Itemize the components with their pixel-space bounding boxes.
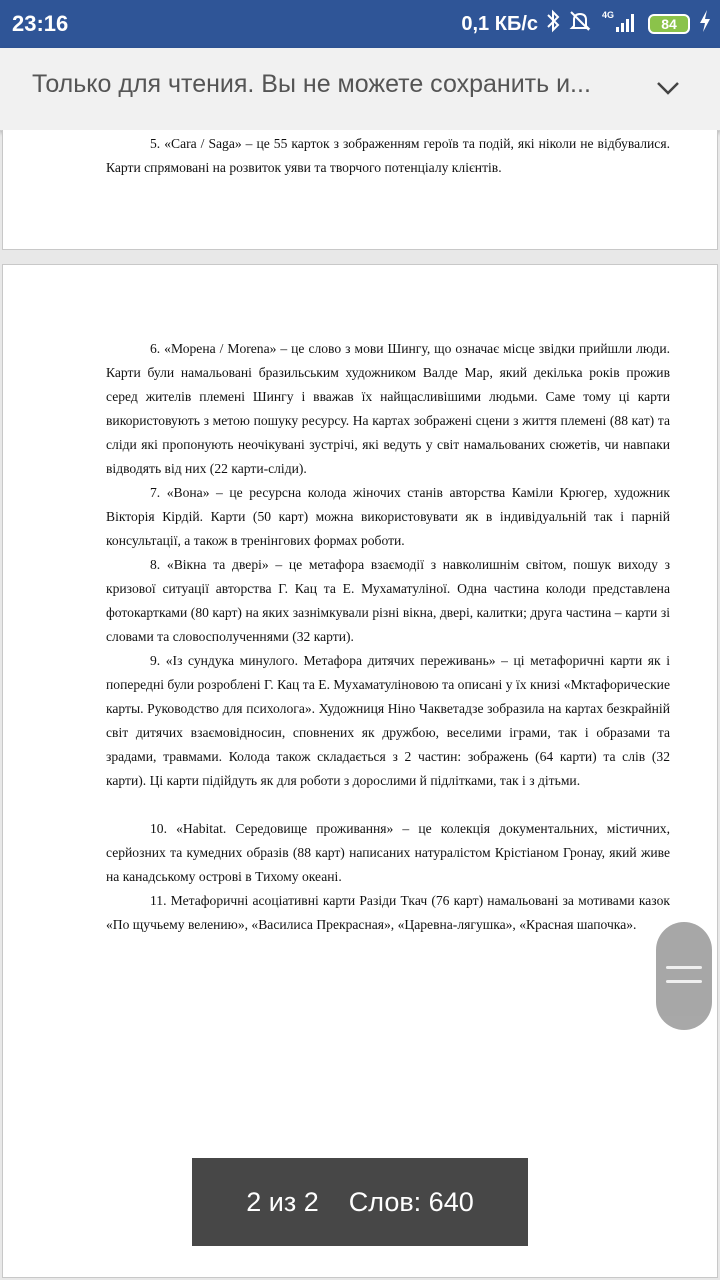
network-speed: 0,1 КБ/с	[461, 12, 538, 35]
network-type: 4G	[602, 10, 615, 20]
paragraph-10: 10. «Habitat. Середовище проживання» – це колекція документальних, містичних, серйозних та кумедних образів (88 карт) написаних натуралістом Крістіаном Гронау, який живе на канадському острові в Тихому океані.	[106, 821, 670, 884]
status-time: 23:16	[12, 11, 69, 36]
signal-icon	[600, 8, 640, 40]
battery-icon: 84	[648, 14, 690, 34]
grip-line	[666, 980, 702, 983]
bluetooth-icon	[546, 9, 560, 39]
status-icons	[461, 8, 712, 40]
charging-icon	[698, 9, 712, 39]
document-page-1	[2, 130, 718, 250]
paragraph-6: 6. «Морена / Morena» – це слово з мови Шингу, що означає місце звідки прийшли люди. Карти були намальовані бразильським художником Валде Мар, який декілька років прожив серед жителів племені Шингу і вважав їх найщасливішими людьми. Саме тому ці карти використовують з метою пошуку ресурсу. На картах зображені сцени з життя племені (88 кат) та сліди які пропонують неочікувані зустрічі, які ведуть у світ намальованих сюжетів, чи навпаки відводять від них (22 карти-сліди).	[106, 341, 670, 476]
scroll-handle[interactable]	[656, 922, 712, 1030]
paragraph-9: 9. «Із сундука минулого. Метафора дитячих переживань» – ці метафоричні карти як і попередні були розроблені Г. Кац та Е. Мухаматуліновою та описані у їх книзі «Мктафорические карты. Руководство для психолога». Художниця Ніно Чакветадзе зобразила на картах безкрайній світ дитячих взаємовідносин, сповнених як дружбою, веселими іграми, так і образами та зрадами, травмами. Колода також складається з 2 частин: зображень (64 карти) та слів (32 карти). Ці карти підійдуть як для роботи з дорослими й підлітками, так і з дітьми.	[106, 653, 670, 788]
read-only-banner[interactable]	[0, 48, 720, 131]
chevron-down-icon[interactable]	[656, 76, 680, 100]
document-page-2	[2, 264, 718, 1278]
paragraph-8: 8. «Вікна та двері» – це метафора взаємодії з навколишнім світом, пошук виходу з кризової ситуації авторства Г. Кац та Е. Мухаматуліної. Одна частина колоди представлена фотокартками (80 карт) на яких зазнімкували різні вікна, двері, калитки; друга частина – карти зі словами та словосполученнями (32 карти).	[106, 557, 670, 644]
mute-icon	[568, 9, 592, 39]
word-count: Слов: 640	[348, 1186, 474, 1217]
paragraph-11: 11. Метафоричні асоціативні карти Разіди Ткач (76 карт) намальовані за мотивами казок «По щучьему велению», «Василиса Прекрасная», «Царевна-лягушка», «Красная шапочка».	[106, 893, 670, 932]
status-bar	[0, 0, 720, 48]
paragraph-7: 7. «Вона» – це ресурсна колода жіночих станів авторства Каміли Крюгер, художник Вікторія Кірдій. Карти (50 карт) можна використовувати як в індивідуальній так і парній консультації, а також в тренінгових формах роботи.	[106, 485, 670, 548]
paragraph-5: 5. «Cara / Saga» – це 55 карток з зображенням героїв та подій, які ніколи не відбувалися. Карти спрямовані на розвиток уяви та творчого потенціалу клієнтів.	[106, 136, 670, 175]
page-indicator: 2 из 2	[246, 1186, 319, 1217]
read-only-message: Только для чтения. Вы не можете сохранить и...	[32, 70, 591, 98]
grip-line	[666, 966, 702, 969]
page-info-toast	[192, 1158, 528, 1246]
